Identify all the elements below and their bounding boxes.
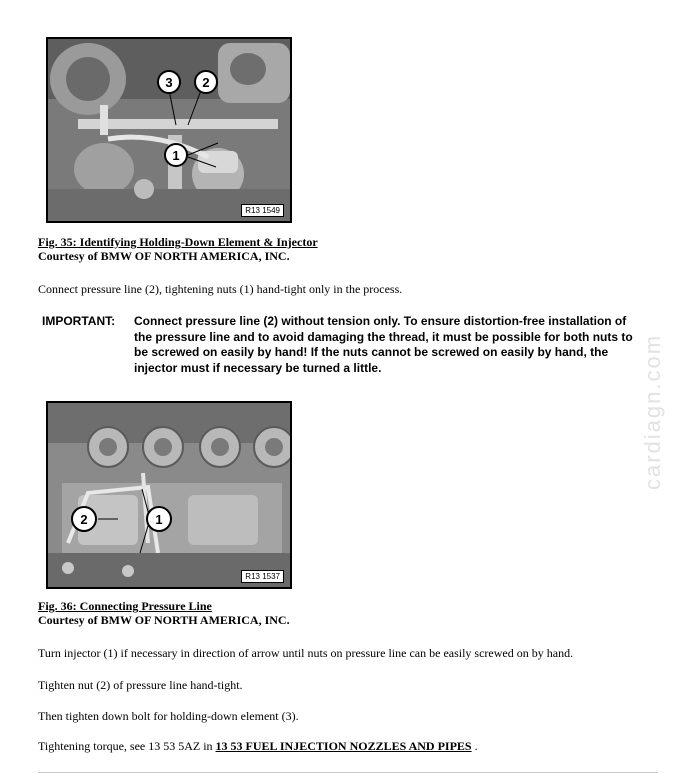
important-note [42, 314, 642, 376]
paragraph-connect-pressure-line: Connect pressure line (2), tightening nuts (1) hand-tight only in the process. [38, 282, 403, 296]
svg-text:1: 1 [172, 148, 180, 163]
figure-reference-code: R13 1537 [241, 570, 284, 583]
callout-2 [72, 507, 96, 531]
important-text: Connect pressure line (2) without tension only. To ensure distortion-free installation of the pressure line and to avoid damaging the thread, it must be possible for both nuts to be screwed on easily by hand! If the nuts cannot be screwed on easily by hand, the injector must if necessary be turned a little. [134, 314, 633, 375]
paragraph-tighten-nut: Tighten nut (2) of pressure line hand-tight. [38, 678, 243, 692]
engine-injector-illustration [48, 39, 290, 221]
torque-prefix: Tightening torque, see 13 53 5AZ in [38, 739, 216, 753]
paragraph-turn-injector: Turn injector (1) if necessary in direction of arrow until nuts on pressure line can be easily screwed on by hand. [38, 646, 574, 660]
callout-3 [158, 71, 180, 93]
watermark: cardiagn.com [640, 333, 665, 490]
svg-text:2: 2 [202, 75, 210, 90]
figure-35-title: Fig. 35: Identifying Holding-Down Element & Injector [38, 235, 318, 249]
figure-35-credit: Courtesy of BMW OF NORTH AMERICA, INC. [38, 249, 290, 263]
important-label: IMPORTANT: [42, 314, 116, 328]
figure-36-credit: Courtesy of BMW OF NORTH AMERICA, INC. [38, 613, 290, 627]
figure-reference-code: R13 1549 [241, 204, 284, 217]
svg-text:1: 1 [155, 512, 163, 527]
callout-2 [195, 71, 217, 93]
engine-pressure-line-illustration [48, 403, 290, 587]
callout-1 [147, 507, 171, 531]
paragraph-tighten-bolt: Then tighten down bolt for holding-down element (3). [38, 709, 299, 723]
figure-36-title: Fig. 36: Connecting Pressure Line [38, 599, 212, 613]
torque-suffix: . [471, 739, 478, 753]
figure-36-photo [46, 401, 292, 589]
callout-1 [165, 144, 187, 166]
paragraph-tightening-torque [38, 739, 478, 753]
svg-text:2: 2 [80, 512, 88, 527]
bottom-divider [38, 772, 658, 773]
figure-35-photo [46, 37, 292, 223]
fuel-injection-nozzles-link[interactable]: 13 53 FUEL INJECTION NOZZLES AND PIPES [215, 739, 472, 753]
svg-text:3: 3 [165, 75, 173, 90]
